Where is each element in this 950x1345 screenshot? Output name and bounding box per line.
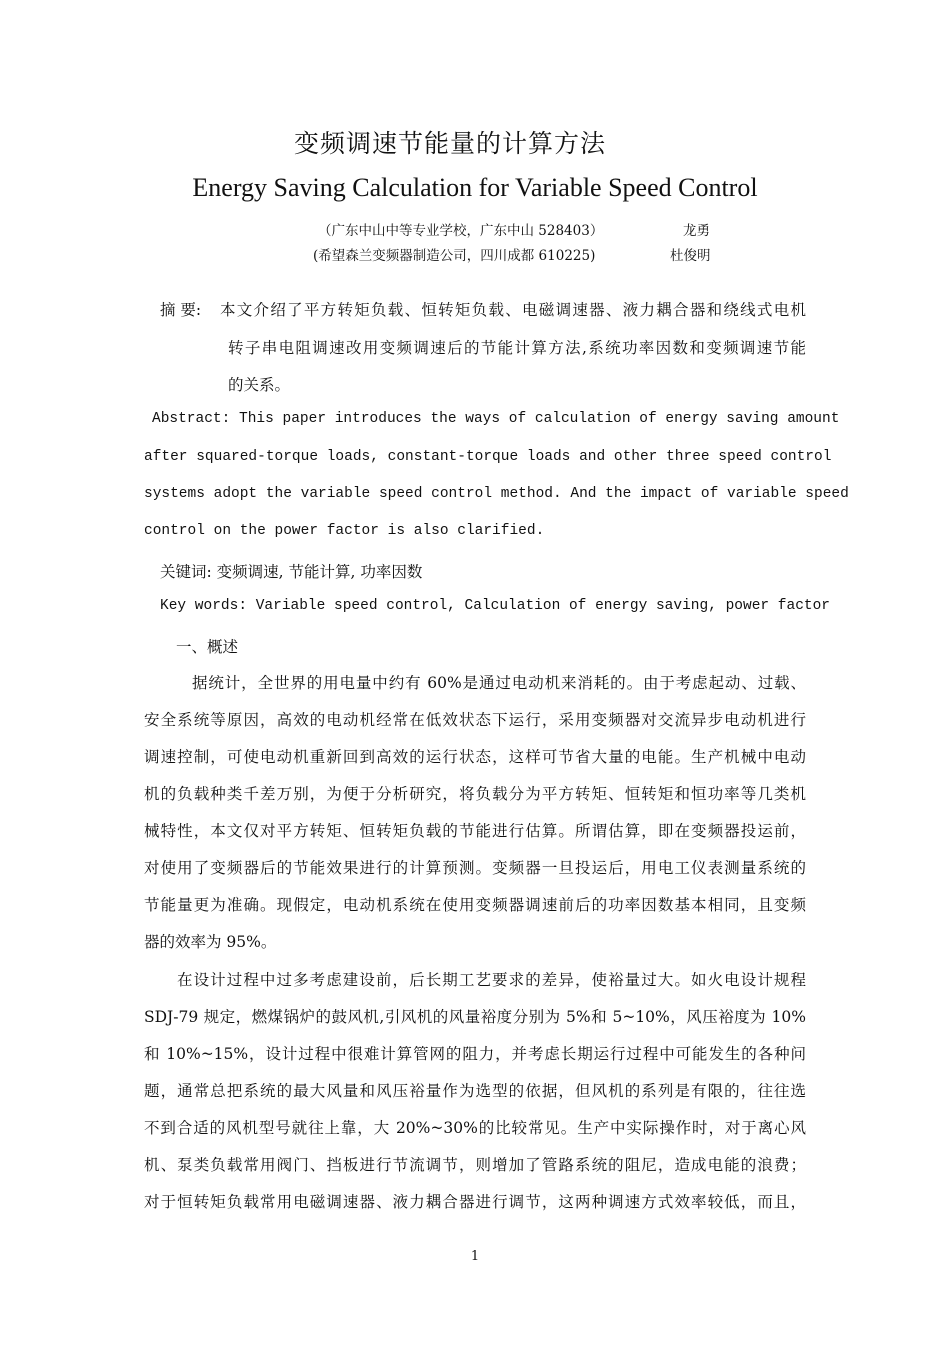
paragraph-1	[144, 665, 806, 961]
abstract-en-line-1: Abstract: This paper introduces the ways of calculation of energy saving amount	[152, 411, 840, 427]
keywords-en: Key words: Variable speed control, Calculation of energy saving, power factor	[160, 598, 831, 614]
paragraph-2-line: 题，通常总把系统的最大风量和风压裕量作为选型的依据，但风机的系列是有限的，往往选	[144, 1082, 806, 1100]
author-1: 龙勇	[683, 223, 710, 239]
abstract-en-line-4: control on the power factor is also clarified.	[144, 523, 545, 539]
abstract-en-line-2: after squared-torque loads, constant-torque loads and other three speed control	[144, 449, 832, 465]
abstract-cn-line-2: 转子串电阻调速改用变频调速后的节能计算方法,系统功率因数和变频调速节能	[228, 339, 806, 357]
paragraph-1-line: 据统计，全世界的用电量中约有 60%是通过电动机来消耗的。由于考虑起动、过载、	[192, 674, 806, 692]
paragraph-2	[144, 962, 806, 1221]
paragraph-2-line: 不到合适的风机型号就往上靠，大 20%~30%的比较常见。生产中实际操作时，对于离心风	[144, 1119, 806, 1137]
paragraph-1-line: 节能量更为准确。现假定，电动机系统在使用变频器调速前后的功率因数基本相同，且变频	[144, 896, 806, 914]
paragraph-1-line: 器的效率为 95%。	[144, 933, 277, 951]
paragraph-1-line: 械特性，本文仅对平方转矩、恒转矩负载的节能进行估算。所谓估算，即在变频器投运前，	[144, 822, 806, 840]
section-heading: 一、概述	[176, 638, 239, 656]
paragraph-2-line: 对于恒转矩负载常用电磁调速器、液力耦合器进行调节，这两种调速方式效率较低，而且，	[144, 1193, 806, 1211]
paragraph-2-line: 和 10%~15%，设计过程中很难计算管网的阻力，并考虑长期运行过程中可能发生的各种问	[144, 1045, 806, 1063]
paragraph-1-line: 安全系统等原因，高效的电动机经常在低效状态下运行，采用变频器对交流异步电动机进行	[144, 711, 806, 729]
affiliation-1: （广东中山中等专业学校，广东中山 528403）	[318, 223, 604, 239]
abstract-cn-line-1: 本文介绍了平方转矩负载、恒转矩负载、电磁调速器、液力耦合器和绕线式电机	[220, 301, 806, 319]
title-chinese: 变频调速节能量的计算方法	[293, 129, 606, 158]
paragraph-1-line: 对使用了变频器后的节能效果进行的计算预测。变频器一旦投运后，用电工仪表测量系统的	[144, 859, 806, 877]
paragraph-2-line: 在设计过程中过多考虑建设前，后长期工艺要求的差异，使裕量过大。如火电设计规程	[177, 971, 806, 989]
title-english: Energy Saving Calculation for Variable Speed Control	[192, 173, 758, 202]
author-2: 杜俊明	[670, 248, 711, 264]
paragraph-1-line: 调速控制，可使电动机重新回到高效的运行状态，这样可节省大量的电能。生产机械中电动	[144, 748, 806, 766]
abstract-en-line-3: systems adopt the variable speed control method. And the impact of variable speed	[144, 486, 849, 502]
paragraph-2-line: SDJ-79 规定，燃煤锅炉的鼓风机,引风机的风量裕度分别为 5%和 5~10%，风压裕度为 10%	[144, 1008, 806, 1026]
affiliation-2: (希望森兰变频器制造公司，四川成都 610225)	[313, 248, 596, 264]
paragraph-2-line: 机、泵类负载常用阀门、挡板进行节流调节，则增加了管路系统的阻尼，造成电能的浪费；	[144, 1156, 806, 1174]
keywords-cn: 关键词: 变频调速, 节能计算, 功率因数	[160, 563, 423, 581]
page-number: 1	[470, 1249, 480, 1264]
paragraph-1-line: 机的负载种类千差万别，为便于分析研究，将负载分为平方转矩、恒转矩和恒功率等几类机	[144, 785, 806, 803]
abstract-label: 摘 要:	[160, 301, 202, 319]
abstract-cn-line-3: 的关系。	[228, 376, 291, 394]
